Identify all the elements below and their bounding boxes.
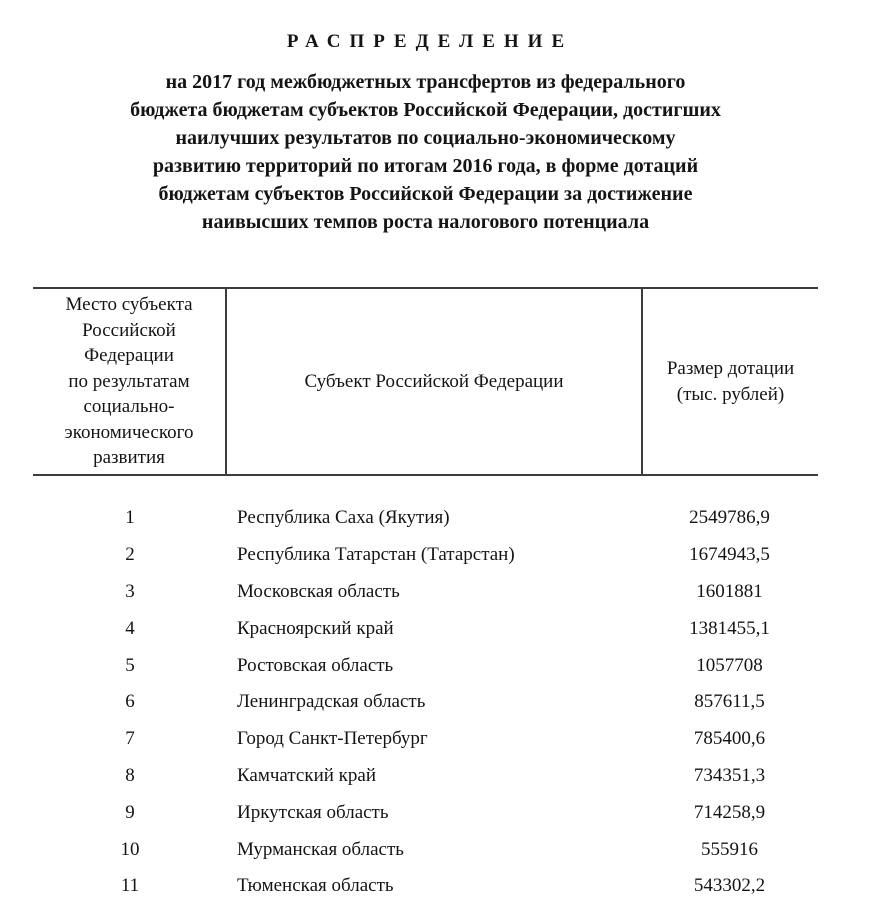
rank-cell: 7 xyxy=(125,728,135,750)
amount-cell: 2549786,9 xyxy=(689,507,770,529)
column-header-place-line: Федерации xyxy=(84,345,174,367)
subject-cell: Город Санкт-Петербург xyxy=(237,728,428,750)
rank-cell: 10 xyxy=(120,838,140,860)
amount-cell: 1601881 xyxy=(696,580,763,602)
column-header-place xyxy=(33,289,227,474)
amount-cell: 543302,2 xyxy=(693,875,766,897)
column-header-place-line: Место субъекта xyxy=(65,294,193,316)
column-header-place-line: развития xyxy=(93,447,165,469)
amount-cell: 714258,9 xyxy=(693,801,766,823)
rank-cell: 4 xyxy=(125,617,135,639)
table-row xyxy=(33,537,818,574)
document-page xyxy=(0,30,895,914)
subtitle-line: развитию территорий по итогам 2016 года, в форме дотаций xyxy=(152,155,699,177)
rank-cell: 5 xyxy=(125,654,135,676)
subtitle-line: бюджета бюджетам субъектов Российской Федерации, достигших xyxy=(130,99,721,121)
amount-cell: 1381455,1 xyxy=(689,617,770,639)
amount-cell: 785400,6 xyxy=(693,728,766,750)
subtitle-line: наивысших темпов роста налогового потенциала xyxy=(201,211,650,233)
column-header-amount xyxy=(641,289,818,474)
rank-cell: 6 xyxy=(125,691,135,713)
table-row xyxy=(33,647,818,684)
amount-cell: 857611,5 xyxy=(694,691,765,713)
document-title: РАСПРЕДЕЛЕНИЕ xyxy=(286,31,574,52)
rank-cell: 11 xyxy=(120,875,140,897)
column-header-place-line: Российской xyxy=(82,319,176,341)
column-header-subject xyxy=(227,289,641,474)
rank-cell: 9 xyxy=(125,801,135,823)
table-row xyxy=(33,574,818,611)
document-subtitle xyxy=(33,68,818,236)
rank-cell: 2 xyxy=(125,544,135,566)
table-row xyxy=(33,610,818,647)
column-header-subject-label: Субъект Российской Федерации xyxy=(304,370,564,392)
table-header-row xyxy=(33,287,818,476)
column-header-amount-line: (тыс. рублей) xyxy=(676,383,785,405)
subject-cell: Тюменская область xyxy=(237,875,394,897)
subject-cell: Камчатский край xyxy=(237,764,376,786)
rank-cell: 1 xyxy=(125,507,135,529)
table-row xyxy=(33,794,818,831)
distribution-table-body xyxy=(33,500,818,905)
subtitle-line: на 2017 год межбюджетных трансфертов из федерального xyxy=(165,71,686,93)
subject-cell: Республика Татарстан (Татарстан) xyxy=(237,544,515,566)
subject-cell: Ростовская область xyxy=(237,654,394,676)
subject-cell: Красноярский край xyxy=(237,617,394,639)
table-row xyxy=(33,500,818,537)
column-header-place-line: экономического xyxy=(64,421,194,443)
table-row xyxy=(33,868,818,905)
subject-cell: Ленинградская область xyxy=(237,691,426,713)
subject-cell: Московская область xyxy=(237,580,400,602)
table-row xyxy=(33,721,818,758)
column-header-place-line: социально- xyxy=(83,396,175,418)
table-row xyxy=(33,684,818,721)
subject-cell: Иркутская область xyxy=(237,801,389,823)
amount-cell: 555916 xyxy=(701,838,758,860)
subject-cell: Мурманская область xyxy=(237,838,404,860)
amount-cell: 734351,3 xyxy=(693,764,766,786)
subtitle-line: бюджетам субъектов Российской Федерации за достижение xyxy=(158,183,693,205)
table-row xyxy=(33,831,818,868)
rank-cell: 3 xyxy=(125,580,135,602)
column-header-amount-line: Размер дотации xyxy=(666,358,795,379)
rank-cell: 8 xyxy=(125,764,135,786)
table-row xyxy=(33,758,818,795)
amount-cell: 1057708 xyxy=(696,654,763,676)
document-content xyxy=(33,30,818,905)
column-header-place-line: по результатам xyxy=(68,370,190,392)
subtitle-line: наилучших результатов по социально-экономическому xyxy=(175,127,676,149)
amount-cell: 1674943,5 xyxy=(689,544,770,566)
subject-cell: Республика Саха (Якутия) xyxy=(237,507,450,529)
